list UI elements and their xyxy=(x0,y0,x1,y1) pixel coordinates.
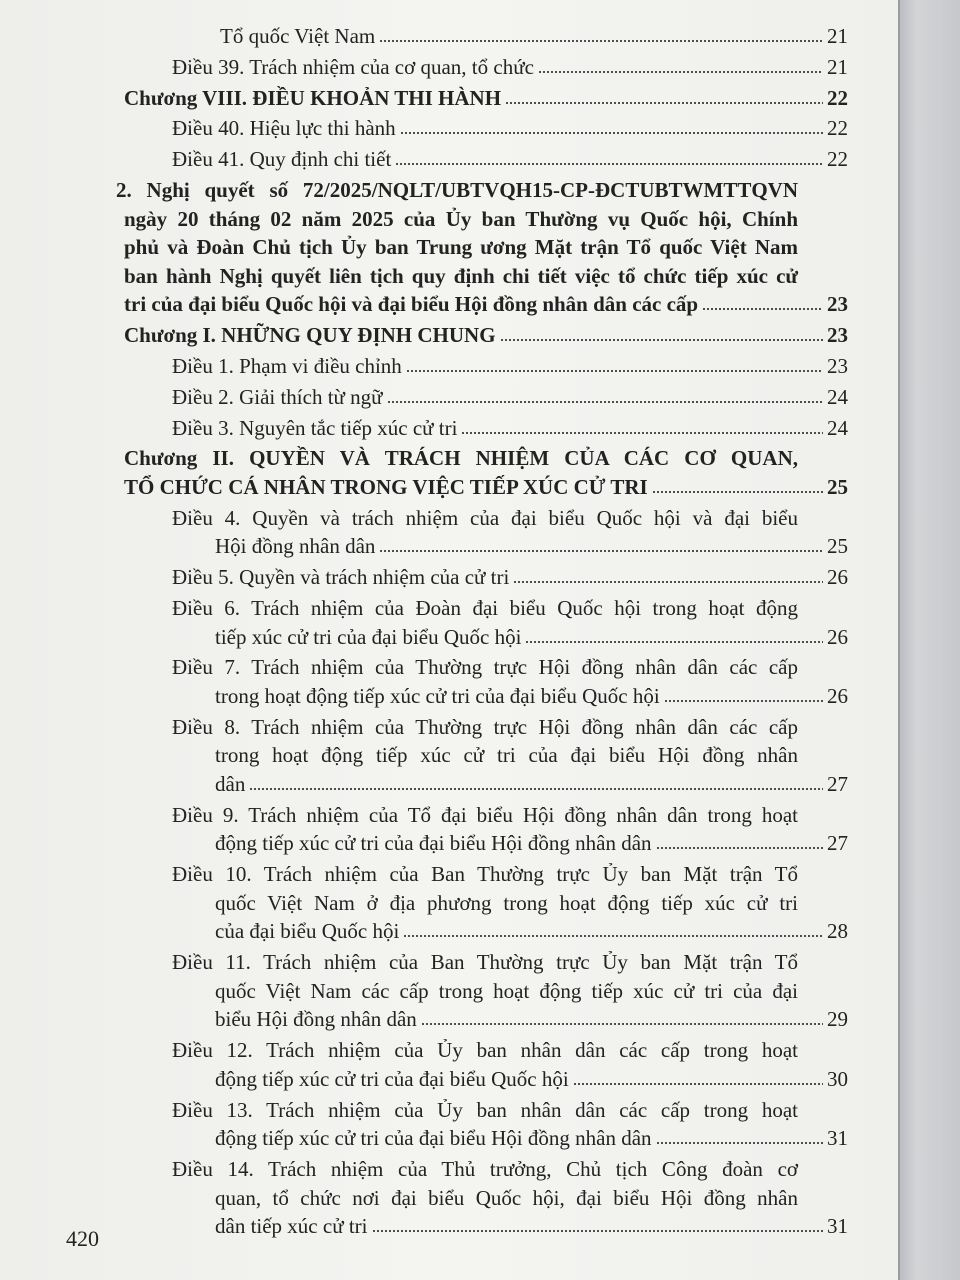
toc-entry-page: 25 xyxy=(827,475,848,499)
dot-leader xyxy=(406,370,823,372)
toc-entry-title: động tiếp xúc cử tri của đại biểu Hội đồng nhân dân xyxy=(215,1126,652,1151)
toc-entry-title: TỔ CHỨC CÁ NHÂN TRONG VIỆC TIẾP XÚC CỬ TRI xyxy=(124,475,648,499)
toc-section-line: ngày 20 tháng 02 năm 2025 của Ủy ban Thường vụ Quốc hội, Chính xyxy=(124,206,798,231)
toc-entry xyxy=(215,1126,848,1151)
toc-entry-page: 22 xyxy=(827,85,848,110)
toc-entry-title: dân tiếp xúc cử tri xyxy=(215,1214,368,1239)
toc-entry-line: Điều 8. Trách nhiệm của Thường trực Hội đồng nhân dân các cấp xyxy=(172,714,798,739)
toc-entry-line: Điều 12. Trách nhiệm của Ủy ban nhân dân các cấp trong hoạt xyxy=(172,1038,798,1063)
dot-leader xyxy=(379,550,823,552)
dot-leader xyxy=(652,491,823,493)
toc-entry xyxy=(172,416,848,441)
toc-entry-title: Điều 5. Quyền và trách nhiệm của cử tri xyxy=(172,565,510,590)
toc-entry-page: 27 xyxy=(827,772,848,796)
dot-leader xyxy=(538,71,823,73)
toc-entry-page: 23 xyxy=(827,323,848,348)
toc-entry xyxy=(215,831,848,856)
toc-entry-page: 29 xyxy=(827,1007,848,1032)
toc-entry-line: Điều 10. Trách nhiệm của Ban Thường trực Ủy ban Mặt trận Tổ xyxy=(172,862,798,887)
toc-entry-line: Điều 6. Trách nhiệm của Đoàn đại biểu Quốc hội trong hoạt động xyxy=(172,596,798,620)
toc-entry-line: Điều 7. Trách nhiệm của Thường trực Hội đồng nhân dân các cấp xyxy=(172,655,798,680)
toc-entry xyxy=(215,684,848,709)
dot-leader xyxy=(505,102,823,104)
toc-entry xyxy=(220,24,848,49)
dot-leader xyxy=(387,401,823,403)
toc-entry xyxy=(172,565,848,590)
toc-entry xyxy=(172,147,848,172)
toc-entry xyxy=(172,385,848,410)
toc-entry-page: 31 xyxy=(827,1126,848,1151)
toc-chapter-entry xyxy=(124,86,848,111)
toc-entry-page: 30 xyxy=(827,1066,848,1091)
toc-entry-line: Điều 11. Trách nhiệm của Ban Thường trực Ủy ban Mặt trận Tổ xyxy=(172,950,798,975)
toc-entry xyxy=(215,1214,848,1239)
toc-entry-page: 28 xyxy=(827,919,848,944)
dot-leader xyxy=(395,163,823,165)
dot-leader xyxy=(525,641,823,643)
toc-entry-page: 31 xyxy=(827,1214,848,1239)
toc-entry-line: Điều 4. Quyền và trách nhiệm của đại biểu Quốc hội và đại biểu xyxy=(172,505,798,530)
page-number: 420 xyxy=(66,1226,99,1251)
toc-entry-page: 21 xyxy=(827,54,848,79)
toc-entry-title: Chương I. NHỮNG QUY ĐỊNH CHUNG xyxy=(124,323,496,348)
toc-entry-title: của đại biểu Quốc hội xyxy=(215,919,400,944)
toc-entry-title: biểu Hội đồng nhân dân xyxy=(215,1007,417,1032)
dot-leader xyxy=(664,700,823,702)
toc-section-line: phủ và Đoàn Chủ tịch Ủy ban Trung ương Mặt trận Tổ quốc Việt Nam xyxy=(124,235,798,260)
dot-leader xyxy=(513,581,823,583)
toc-entry-page: 22 xyxy=(827,147,848,172)
toc-entry xyxy=(215,625,848,650)
dot-leader xyxy=(500,339,823,341)
toc-entry-page: 24 xyxy=(827,384,848,409)
toc-entry xyxy=(172,116,848,141)
toc-entry-title: Tổ quốc Việt Nam xyxy=(220,24,376,48)
dot-leader xyxy=(249,788,823,790)
toc-entry-page: 27 xyxy=(827,831,848,856)
toc-entry xyxy=(215,1067,848,1092)
page-edge xyxy=(898,0,960,1280)
toc-entry-line: trong hoạt động tiếp xúc cử tri của đại biểu Hội đồng nhân xyxy=(215,743,798,768)
toc-entry-line: Điều 13. Trách nhiệm của Ủy ban nhân dân các cấp trong hoạt xyxy=(172,1097,798,1122)
toc-entry xyxy=(215,772,848,797)
dot-leader xyxy=(461,432,823,434)
toc-entry-page: 21 xyxy=(827,24,848,48)
toc-entry-title: Điều 2. Giải thích từ ngữ xyxy=(172,384,383,409)
toc-entry-title: Điều 1. Phạm vi điều chỉnh xyxy=(172,354,402,378)
toc-entry-line: Điều 14. Trách nhiệm của Thủ trưởng, Chủ tịch Công đoàn cơ xyxy=(172,1157,798,1181)
toc-entry-title: tiếp xúc cử tri của đại biểu Quốc hội xyxy=(215,624,522,649)
toc-entry-page: 26 xyxy=(827,684,848,708)
toc-entry-page: 23 xyxy=(827,292,848,317)
toc-entry-title: động tiếp xúc cử tri của đại biểu Quốc hội xyxy=(215,1066,569,1091)
dot-leader xyxy=(421,1023,823,1025)
dot-leader xyxy=(656,1142,823,1144)
toc-entry-page: 22 xyxy=(827,116,848,141)
toc-entry xyxy=(172,354,848,379)
dot-leader xyxy=(379,40,823,42)
toc-chapter-entry xyxy=(124,323,848,348)
dot-leader xyxy=(403,935,823,937)
toc-section-line: 2. Nghị quyết số 72/2025/NQLT/UBTVQH15-CP-ĐCTUBTWMTTQVN xyxy=(116,178,798,202)
toc-entry-title: Hội đồng nhân dân xyxy=(215,534,376,559)
toc-entry-title: Điều 39. Trách nhiệm của cơ quan, tổ chức xyxy=(172,54,534,79)
toc-chapter-entry xyxy=(124,475,848,500)
toc-entry-title: Điều 3. Nguyên tắc tiếp xúc cử tri xyxy=(172,415,458,440)
toc-entry-line: quốc Việt Nam các cấp trong hoạt động tiếp xúc cử tri của đại xyxy=(215,978,798,1003)
toc-entry-title: trong hoạt động tiếp xúc cử tri của đại biểu Quốc hội xyxy=(215,684,660,708)
dot-leader xyxy=(573,1083,823,1085)
toc-entry-title: Điều 41. Quy định chi tiết xyxy=(172,147,392,172)
toc-entry xyxy=(215,534,848,559)
page-edge-line xyxy=(898,0,900,1280)
toc-entry-page: 26 xyxy=(827,565,848,590)
dot-leader xyxy=(372,1230,824,1232)
toc-entry-page: 25 xyxy=(827,534,848,559)
toc-entry-title: Điều 40. Hiệu lực thi hành xyxy=(172,116,396,141)
dot-leader xyxy=(656,847,823,849)
toc-entry xyxy=(172,55,848,80)
toc-entry-page: 24 xyxy=(827,415,848,440)
dot-leader xyxy=(702,308,823,310)
toc-section-entry xyxy=(124,292,848,317)
toc-chapter-line: Chương II. QUYỀN VÀ TRÁCH NHIỆM CỦA CÁC CƠ QUAN, xyxy=(124,446,798,471)
toc-entry-title: động tiếp xúc cử tri của đại biểu Hội đồng nhân dân xyxy=(215,831,652,856)
toc-entry-line: Điều 9. Trách nhiệm của Tổ đại biểu Hội đồng nhân dân trong hoạt xyxy=(172,802,798,827)
toc-section-line: ban hành Nghị quyết liên tịch quy định chi tiết việc tổ chức tiếp xúc cử xyxy=(124,263,798,288)
toc-entry-title: Chương VIII. ĐIỀU KHOẢN THI HÀNH xyxy=(124,85,502,110)
dot-leader xyxy=(400,132,823,134)
toc-entry-title: tri của đại biểu Quốc hội và đại biểu Hội đồng nhân dân các cấp xyxy=(124,292,699,317)
toc-entry-title: dân xyxy=(215,772,246,796)
toc-entry-line: quốc Việt Nam ở địa phương trong hoạt động tiếp xúc cử tri xyxy=(215,890,798,915)
toc-entry xyxy=(215,919,848,944)
toc-entry-page: 23 xyxy=(827,354,848,378)
toc-entry-page: 26 xyxy=(827,624,848,649)
toc-entry xyxy=(215,1007,848,1032)
toc-entry-line: quan, tổ chức nơi đại biểu Quốc hội, đại biểu Hội đồng nhân xyxy=(215,1185,798,1210)
